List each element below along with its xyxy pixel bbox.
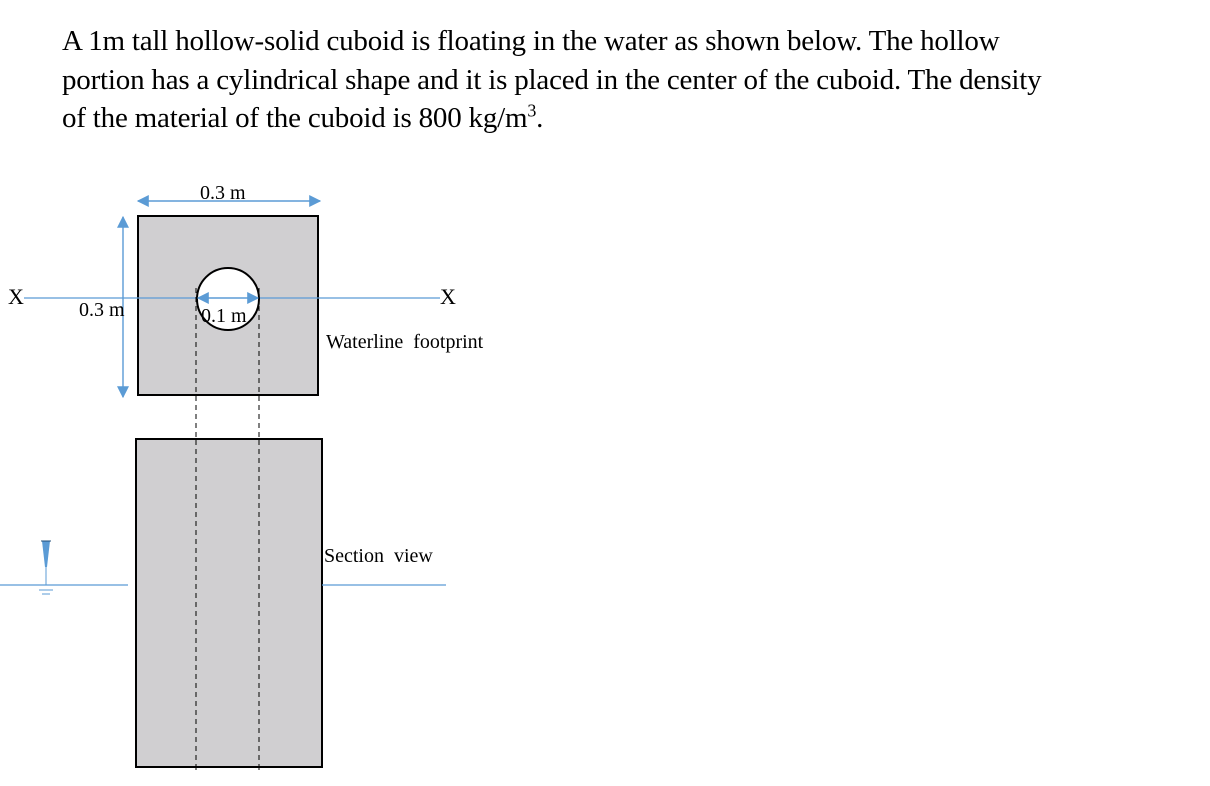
problem-line-1: A 1m tall hollow-solid cuboid is floating in the water as shown below. The hollow [62, 25, 1000, 57]
section-view-label: Section view [324, 545, 433, 567]
hole-diameter-label: 0.1 m [201, 305, 247, 327]
section-marker-left: X [8, 284, 24, 309]
water-level-icon [39, 541, 53, 594]
waterline-footprint-label: Waterline footprint [326, 331, 484, 353]
problem-line-3-end: . [536, 102, 544, 134]
problem-line-3: of the material of the cuboid is 800 kg/m [62, 102, 528, 134]
problem-line-2: portion has a cylindrical shape and it is placed in the center of the cuboid. The density [62, 63, 1042, 96]
section-marker-right: X [440, 284, 456, 309]
height-dimension-label: 0.3 m [79, 299, 125, 321]
width-dimension-label: 0.3 m [200, 182, 246, 204]
section-rectangle [136, 439, 322, 767]
cube-exponent: 3 [527, 100, 537, 121]
